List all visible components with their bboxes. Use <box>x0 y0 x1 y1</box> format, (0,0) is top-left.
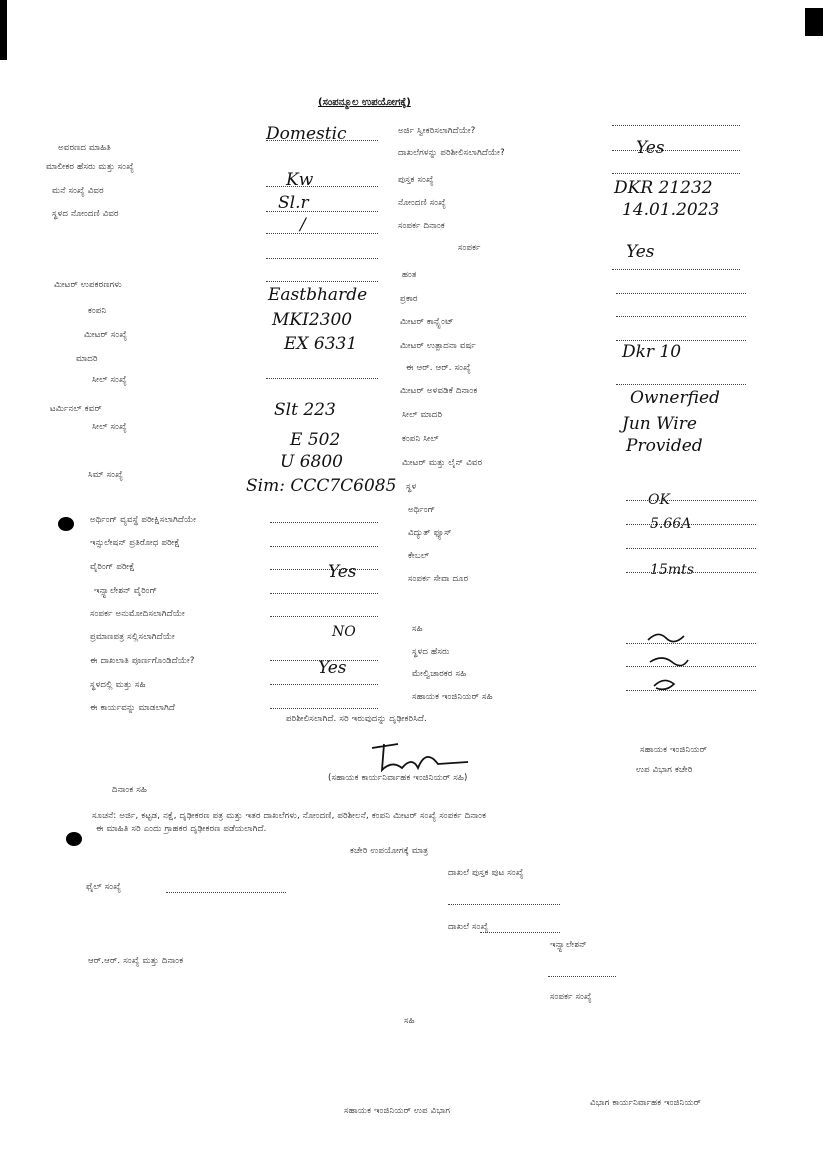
dotted-line <box>266 233 378 234</box>
handwritten-earthing-ok: OK <box>648 492 670 508</box>
office-use-title: ಕಚೇರಿ ಉಪಯೋಗಕ್ಕೆ ಮಾತ್ರ <box>350 846 429 856</box>
handwritten-book-number: DKR 21232 <box>614 178 713 198</box>
middle-label-2: ದಾಖಲೆಗಳನ್ನು ಪರಿಶೀಲಿಸಲಾಗಿದೆಯೇ? <box>398 148 505 158</box>
dotted-line <box>612 150 740 151</box>
dotted-line <box>548 976 616 977</box>
handwritten-fuse-rating: 5.66A <box>650 516 692 532</box>
handwritten-meter-make: Eastbharde <box>268 285 368 305</box>
signature-initials <box>644 628 694 696</box>
middle-label-4: ನೋಂದಣಿ ಸಂಖ್ಯೆ <box>398 198 447 208</box>
handwritten-seal-3: U 6800 <box>280 452 343 472</box>
meter-left-label-6: ಟರ್ಮಿನಲ್ ಕವರ್ <box>50 404 102 414</box>
dotted-line <box>266 281 378 282</box>
officer-signature <box>368 738 478 776</box>
date-signature-label: ದಿನಾಂಕ ಸಹಿ <box>112 785 148 795</box>
handwritten-connection-type: Domestic <box>266 124 347 144</box>
section-title: (ಸಂಪನ್ಮೂಲ ಉಪಯೋಗಕ್ಕೆ) <box>318 97 411 108</box>
handwritten-load: Kw <box>286 170 314 190</box>
handwritten-meter-number: MKI2300 <box>272 310 353 330</box>
note-line-1: ಸೂಚನೆ: ಅರ್ಜಿ, ಕಟ್ಟಡ, ನಕ್ಷೆ, ದೃಢೀಕರಣ ಪತ್ರ ಮತ್ತು ಇತರ ದಾಖಲೆಗಳು, ನೋಂದಣಿ, ಪರಿಶೀಲನೆ, ಕಂಪನಿ ಮೀಟರ್ ಸಂಖ್ಯೆ ಸಂಪರ್ಕ ದಿನಾಂಕ <box>92 811 487 821</box>
meter-left-label-2: ಕಂಪನಿ <box>88 306 107 316</box>
meter-middle-label-5: ಈ ಆರ್. ಆರ್. ಸಂಖ್ಯೆ <box>406 363 471 373</box>
officer-stamp-line-1: ಸಹಾಯಕ ಇಂಜಿನಿಯರ್ <box>640 745 708 755</box>
handwritten-check-yes-1: Yes <box>328 562 357 582</box>
check-label-6: ಪ್ರಮಾಣಪತ್ರ ಸಲ್ಲಿಸಲಾಗಿದೆಯೇ <box>90 632 175 642</box>
dotted-line <box>616 293 746 294</box>
dotted-line <box>266 140 378 141</box>
right-label-8: ಸಹಾಯಕ ಇಂಜಿನಿಯರ್ ಸಹಿ <box>412 692 493 702</box>
dotted-line <box>270 593 378 594</box>
office-label-1: ಫೈಲ್ ಸಂಖ್ಯೆ <box>86 882 122 892</box>
dotted-line <box>270 522 378 523</box>
dotted-line <box>612 125 740 126</box>
handwritten-provided: Provided <box>626 436 703 456</box>
left-label-2: ಮಾಲೀಕರ ಹೆಸರು ಮತ್ತು ಸಂಖ್ಯೆ <box>46 162 135 172</box>
dotted-line <box>270 546 378 547</box>
note-line-2: ಈ ಮಾಹಿತಿ ಸರಿ ಎಂದು ಗ್ರಾಹಕರ ದೃಢೀಕರಣ ಪಡೆಯಲಾಗಿದೆ. <box>96 824 267 834</box>
footer-right: ವಿಭಾಗ ಕಾರ್ಯನಿರ್ವಾಹಕ ಇಂಜಿನಿಯರ್ <box>590 1098 702 1108</box>
handwritten-rr-number: Dkr 10 <box>622 342 682 362</box>
dotted-line <box>626 524 756 525</box>
left-label-1: ಅವರಣದ ಮಾಹಿತಿ <box>58 143 112 153</box>
bullet-mark <box>58 517 74 531</box>
handwritten-meter-model: EX 6331 <box>284 334 358 354</box>
handwritten-service-distance: 15mts <box>650 562 694 578</box>
dotted-line <box>616 340 746 341</box>
middle-label-3: ಪುಸ್ತಕ ಸಂಖ್ಯೆ <box>398 175 434 185</box>
check-label-5: ಸಂಪರ್ಕ ಅನುಮೋದಿಸಲಾಗಿದೆಯೇ <box>90 609 185 619</box>
dotted-line <box>270 684 378 685</box>
middle-label-6: ಸಂಪರ್ಕ <box>458 243 481 253</box>
handwritten-date: 14.01.2023 <box>622 200 720 220</box>
declaration-text: ಪರಿಶೀಲಿಸಲಾಗಿದೆ. ಸರಿ ಇರುವುದನ್ನು ದೃಢೀಕರಿಸಿದೆ. <box>286 714 427 724</box>
check-label-2: ಇನ್ಸುಲೇಷನ್ ಪ್ರತಿರೋಧ ಪರೀಕ್ಷೆ <box>90 538 180 548</box>
dotted-line <box>480 932 560 933</box>
handwritten-sim: Sim: CCC7C6085 <box>246 476 397 496</box>
meter-left-label-4: ಮಾದರಿ <box>76 354 98 364</box>
dotted-line <box>266 186 378 187</box>
dotted-line <box>616 316 746 317</box>
dotted-line <box>266 211 378 212</box>
meter-middle-label-10: ಸ್ಥಳ <box>406 482 417 492</box>
handwritten-yes-2: Yes <box>626 242 655 262</box>
handwritten-seal-1: Slt 223 <box>274 400 336 420</box>
middle-label-5: ಸಂಪರ್ಕ ದಿನಾಂಕ <box>398 221 445 231</box>
meter-left-label-3: ಮೀಟರ್ ಸಂಖ್ಯೆ <box>84 330 128 340</box>
dotted-line <box>612 269 740 270</box>
dotted-line <box>266 258 378 259</box>
bullet-mark <box>66 832 82 846</box>
office-label-3: ದಾಖಲೆ ಸಂಖ್ಯೆ <box>448 922 489 932</box>
meter-middle-label-9: ಮೀಟರ್ ಮತ್ತು ಲೈನ್ ವಿವರ <box>402 458 483 468</box>
footer-left: ಸಹಾಯಕ ಇಂಜಿನಿಯರ್ ಉಪ ವಿಭಾಗ <box>344 1106 451 1116</box>
office-label-4: ಆರ್.ಆರ್. ಸಂಖ್ಯೆ ಮತ್ತು ದಿನಾಂಕ <box>88 956 184 966</box>
meter-middle-label-4: ಮೀಟರ್ ಉತ್ಪಾದನಾ ವರ್ಷ <box>400 341 476 351</box>
check-label-3: ವೈರಿಂಗ್ ಪರೀಕ್ಷೆ <box>90 562 135 572</box>
meter-middle-label-1: ಹಂತ <box>402 270 417 280</box>
right-label-5: ಸಹಿ <box>412 624 423 634</box>
dotted-line <box>616 384 746 385</box>
officer-stamp-line-2: ಉಪ ವಿಭಾಗ ಕಚೇರಿ <box>636 765 693 775</box>
handwritten-wire: Jun Wire <box>622 414 697 434</box>
dotted-line <box>612 173 740 174</box>
left-label-4: ಸ್ಥಳದ ನೋಂದಣಿ ವಿವರ <box>52 209 119 219</box>
signature-caption: (ಸಹಾಯಕ ಕಾರ್ಯನಿರ್ವಾಹಕ ಇಂಜಿನಿಯರ್ ಸಹಿ) <box>328 773 468 783</box>
meter-middle-label-3: ಮೀಟರ್ ಕಾನ್ಸ್ಟೆಂಟ್ <box>400 317 454 327</box>
dotted-line <box>448 904 560 905</box>
scan-corner-mark <box>805 8 823 36</box>
handwritten-check-no: NO <box>332 624 356 640</box>
left-label-3: ಮನೆ ಸಂಖ್ಯೆ ವಿವರ <box>52 186 104 196</box>
check-label-4: ಇನ್ಸ್ಟಾಲೇಶನ್ ವೈರಿಂಗ್ <box>94 586 158 596</box>
right-label-7: ಮೇಲ್ವಿಚಾರಕರ ಸಹಿ <box>412 669 467 679</box>
office-label-2: ದಾಖಲೆ ಪುಸ್ತಕ ಪುಟ ಸಂಖ್ಯೆ <box>448 868 524 878</box>
dotted-line <box>626 548 756 549</box>
right-label-3: ಕೇಬಲ್ <box>408 551 430 561</box>
dotted-line <box>270 708 378 709</box>
right-label-4: ಸಂಪರ್ಕ ಸೇವಾ ದೂರ <box>408 574 469 584</box>
handwritten-yes-1: Yes <box>636 138 665 158</box>
dotted-line <box>266 378 378 379</box>
check-label-9: ಈ ಕಾರ್ಯವನ್ನು ಮಾಡಲಾಗಿದೆ <box>90 703 176 713</box>
meter-left-label-5: ಸೀಲ್ ಸಂಖ್ಯೆ <box>92 375 127 385</box>
handwritten-seal-2: E 502 <box>290 430 341 450</box>
dotted-line <box>626 500 756 501</box>
right-label-2: ವಿದ್ಯುತ್ ಫ್ಯೂಸ್ <box>408 528 452 538</box>
office-label-7: ಸಹಿ <box>404 1016 415 1026</box>
right-label-6: ಸ್ಥಳದ ಹೆಸರು <box>412 647 450 657</box>
meter-middle-label-2: ಪ್ರಕಾರ <box>400 294 418 304</box>
right-label-1: ಅರ್ಥಿಂಗ್ <box>408 505 436 515</box>
scan-left-edge <box>0 0 7 60</box>
check-label-8: ಸ್ಥಳದಲ್ಲಿ ಮತ್ತು ಸಹಿ <box>90 680 146 690</box>
check-label-7: ಈ ದಾಖಲಾತಿ ಪೂರ್ಣಗೊಂಡಿದೆಯೇ? <box>90 656 195 666</box>
dotted-line <box>270 569 378 570</box>
dotted-line <box>626 572 756 573</box>
handwritten-slash: / <box>300 215 306 235</box>
middle-label-1: ಅರ್ಜಿ ಸ್ವೀಕರಿಸಲಾಗಿದೆಯೇ? <box>398 126 476 136</box>
meter-middle-label-8: ಕಂಪನಿ ಸೀಲ್ <box>402 434 439 444</box>
meter-middle-label-6: ಮೀಟರ್ ಅಳವಡಿಕೆ ದಿನಾಂಕ <box>400 386 478 396</box>
check-label-1: ಅರ್ಥಿಂಗ್ ವ್ಯವಸ್ಥೆ ಪರೀಕ್ಷಿಸಲಾಗಿದೆಯೇ <box>90 515 197 525</box>
handwritten-tariff: Sl.r <box>278 193 309 213</box>
dotted-line <box>166 892 286 893</box>
meter-left-label-1: ಮೀಟರ್ ಉಪಕರಣಗಳು <box>54 280 122 290</box>
meter-middle-label-7: ಸೀಲ್ ಮಾದರಿ <box>402 410 443 420</box>
meter-left-label-8: ಸಿಮ್ ಸಂಖ್ಯೆ <box>88 470 124 480</box>
handwritten-check-yes-2: Yes <box>318 658 347 678</box>
meter-left-label-7: ಸೀಲ್ ಸಂಖ್ಯೆ <box>92 422 127 432</box>
handwritten-owner-field: Ownerfied <box>630 388 720 408</box>
office-label-5: ಇನ್ಸ್ಟಾಲೇಶನ್ <box>550 940 587 950</box>
dotted-line <box>270 616 378 617</box>
office-label-6: ಸಂಪರ್ಕ ಸಂಖ್ಯೆ <box>550 992 592 1002</box>
